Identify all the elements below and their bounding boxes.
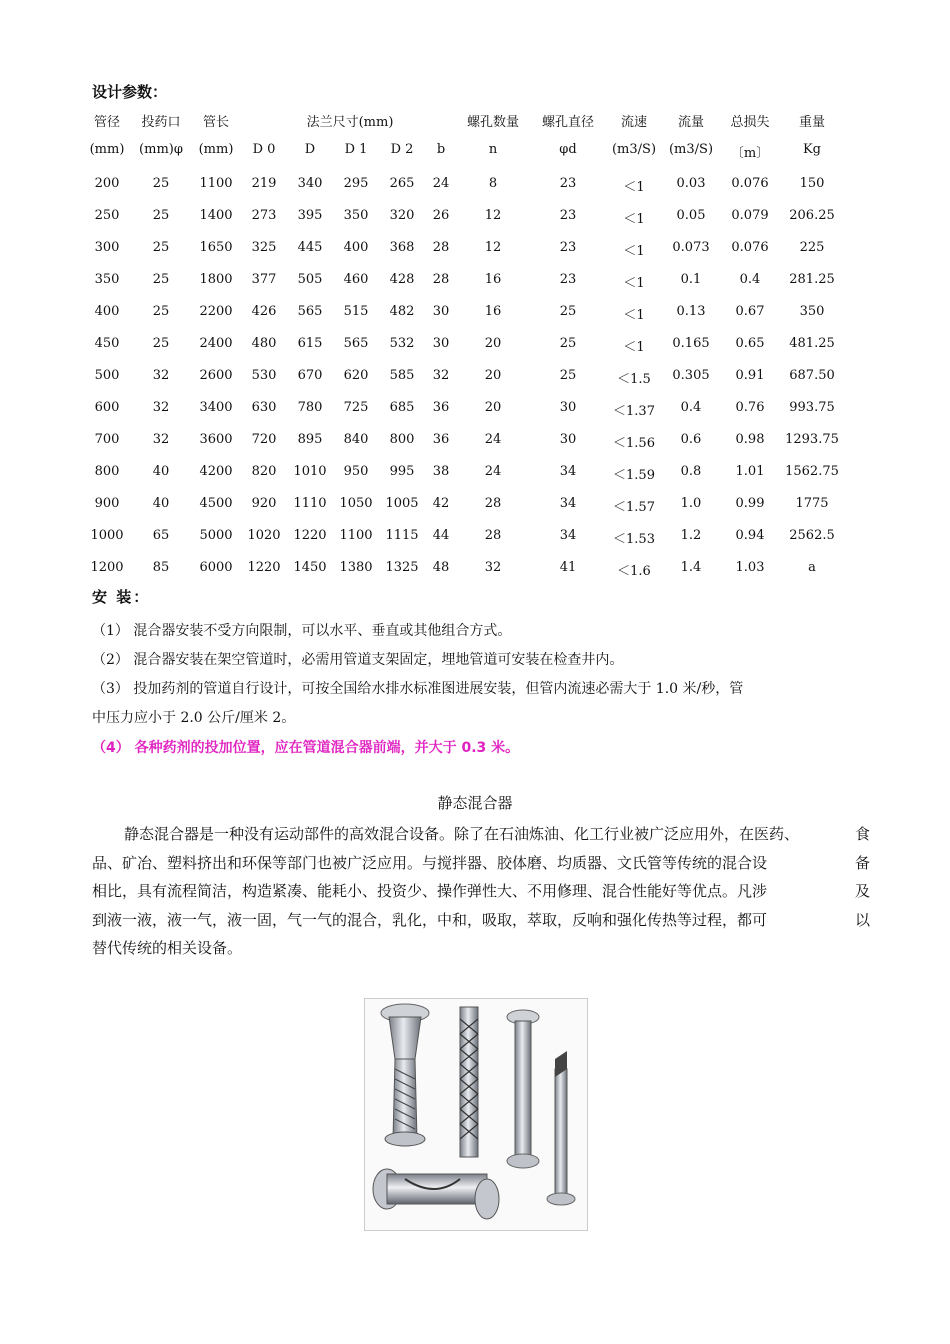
table-cell: 30 [432,336,450,351]
table-cell: 687.50 [789,368,835,383]
table-cell: 0.4 [739,272,761,287]
table-cell: 32 [152,368,170,383]
table-cell: 206.25 [789,208,835,223]
table-cell: 42 [432,496,450,511]
table-cell: 0.67 [735,304,765,319]
table-cell: ＜1.6 [617,564,651,579]
table-cell: 1100 [339,528,373,543]
table-cell: 4200 [199,464,233,479]
table-cell: 395 [297,208,323,223]
table-cell: 820 [251,464,277,479]
table-cell: 28 [484,528,502,543]
table-cell: 1000 [90,528,124,543]
table-header: 总损失 [730,115,770,130]
table-cell: 1800 [199,272,233,287]
table-cell: 12 [484,240,502,255]
table-cell: 1293.75 [785,432,839,447]
table-cell: 0.94 [735,528,765,543]
table-cell: 1020 [247,528,281,543]
table-cell: 780 [297,400,323,415]
table-cell: 1380 [339,560,373,575]
table-cell: 900 [94,496,120,511]
table-cell: 30 [559,432,577,447]
table-cell: 1400 [199,208,233,223]
table-cell: 0.4 [680,400,702,415]
table-cell: 600 [94,400,120,415]
table-cell: 150 [799,176,825,191]
table-cell: 0.76 [735,400,765,415]
table-cell: 445 [297,240,323,255]
table-cell: 24 [484,432,502,447]
table-cell: 428 [389,272,415,287]
table-cell: 25 [152,176,170,191]
table-subheader: D 2 [390,142,414,157]
table-cell: 34 [559,528,577,543]
table-cell: 30 [432,304,450,319]
table-cell: 460 [343,272,369,287]
table-cell: 36 [432,432,450,447]
table-cell: 26 [432,208,450,223]
table-cell: 30 [559,400,577,415]
table-cell: 685 [389,400,415,415]
static-mixer-illustration [365,999,587,1230]
table-subheader: (mm) [89,142,125,157]
table-cell: 0.13 [676,304,706,319]
para-line: 品、矿冶、塑料挤出和环保等部门也被广泛应用。与搅拌器、胶体磨、均质器、文氏管等传统的混合设 备 [92,853,870,872]
table-cell: 620 [343,368,369,383]
table-cell: 24 [432,176,450,191]
table-cell: 200 [94,176,120,191]
table-cell: 0.91 [735,368,765,383]
table-cell: 481.25 [789,336,835,351]
design-params-title: 设计参数： [92,83,168,101]
table-cell: 0.8 [680,464,702,479]
table-cell: 725 [343,400,369,415]
table-cell: 1200 [90,560,124,575]
table-cell: 630 [251,400,277,415]
section-paragraph [92,820,870,963]
table-cell: 1325 [385,560,419,575]
table-cell: 1110 [293,496,327,511]
table-cell: 25 [559,336,577,351]
table-cell: 995 [389,464,415,479]
para-line: 静态混合器是一种没有运动部件的高效混合设备。除了在石油炼油、化工行业被广泛应用外，在医药、 食 [124,825,870,843]
table-cell: 700 [94,432,120,447]
table-cell: 40 [152,464,170,479]
table-subheader: D 0 [252,142,276,157]
table-cell: 950 [343,464,369,479]
table-cell: 300 [94,240,120,255]
table-header: 投药口 [141,115,181,130]
table-subheader: (mm) [198,142,234,157]
table-cell: 2400 [199,336,233,351]
table-cell: 40 [152,496,170,511]
table-cell: ＜1.5 [617,372,651,387]
table-cell: 350 [799,304,825,319]
table-cell: 25 [152,240,170,255]
table-cell: 565 [297,304,323,319]
table-cell: 16 [484,272,502,287]
table-cell: 0.1 [680,272,702,287]
table-cell: 23 [559,240,577,255]
table-cell: 219 [251,176,277,191]
table-cell: 28 [432,240,450,255]
table-cell: 325 [251,240,277,255]
table-cell: 20 [484,400,502,415]
static-mixer-photo [364,998,588,1231]
table-cell: 38 [432,464,450,479]
table-subheader: (m3/S) [611,142,657,157]
table-cell: 1.2 [680,528,702,543]
table-cell: 2600 [199,368,233,383]
table-cell: 20 [484,336,502,351]
table-cell: 16 [484,304,502,319]
table-cell: 1.01 [735,464,765,479]
table-cell: ＜1.37 [613,404,655,419]
table-cell: ＜1.57 [613,500,655,515]
para-line: 替代传统的相关设备。 [92,939,243,957]
table-cell: 368 [389,240,415,255]
table-subheader: D [304,142,316,157]
table-cell: 48 [432,560,450,575]
table-subheader: Kg [802,142,822,157]
table-cell: 273 [251,208,277,223]
table-subheader: n [488,142,498,157]
table-cell: 28 [432,272,450,287]
table-cell: 25 [152,336,170,351]
table-cell: 25 [559,368,577,383]
table-cell: 426 [251,304,277,319]
table-cell: 25 [152,208,170,223]
table-cell: 450 [94,336,120,351]
table-cell: ＜1 [623,276,645,291]
table-cell: 895 [297,432,323,447]
table-cell: 1220 [247,560,281,575]
table-cell: 1005 [385,496,419,511]
table-cell: 36 [432,400,450,415]
install-item-1: （1） 混合器安装不受方向限制，可以水平、垂直或其他组合方式。 [92,623,512,639]
table-cell: 32 [484,560,502,575]
table-cell: ＜1.56 [613,436,655,451]
table-cell: 585 [389,368,415,383]
table-cell: 320 [389,208,415,223]
table-cell: 800 [389,432,415,447]
table-subheader: (mm)φ [139,142,183,157]
table-cell: 25 [559,304,577,319]
table-cell: ＜1.59 [613,468,655,483]
table-cell: 565 [343,336,369,351]
table-cell: 993.75 [789,400,835,415]
table-cell: ＜1 [623,212,645,227]
table-cell: 295 [343,176,369,191]
table-cell: 1650 [199,240,233,255]
install-item-4-highlight: （4） 各种药剂的投加位置，应在管道混合器前端，并大于 0.3 米。 [92,740,520,756]
table-cell: ＜1 [623,180,645,195]
table-cell: 1.03 [735,560,765,575]
table-cell: 505 [297,272,323,287]
table-cell: 225 [799,240,825,255]
table-cell: 0.6 [680,432,702,447]
para-line: 相比，具有流程简洁，构造紧凑、能耗小、投资少、操作弹性大、不用修理、混合性能好等优点。凡涉 及 [92,882,870,900]
table-cell: 41 [559,560,577,575]
table-cell: 0.03 [676,176,706,191]
para-line: 到液一液，液一气，液一固，气一气的混合，乳化，中和，吸取，萃取，反响和强化传热等过程，都可 以 [92,910,870,929]
table-cell: ＜1 [623,244,645,259]
table-header: 流量 [677,115,704,130]
table-cell: 3400 [199,400,233,415]
table-cell: 34 [559,464,577,479]
table-cell: 6000 [199,560,233,575]
table-cell: 340 [297,176,323,191]
install-item-2: （2） 混合器安装在架空管道时，必需用管道支架固定，埋地管道可安装在检查井内。 [92,652,624,668]
table-cell: 1.4 [680,560,702,575]
table-cell: 32 [152,400,170,415]
table-cell: 1220 [293,528,327,543]
table-cell: 32 [432,368,450,383]
install-item-3: （3） 投加药剂的管道自行设计，可按全国给水排水标准图进展安装，但管内流速必需大于 1.0 米/秒，管 [92,681,744,697]
table-cell: 250 [94,208,120,223]
table-cell: 23 [559,272,577,287]
table-header-flange: 法兰尺寸(mm) [306,115,394,130]
table-cell: 23 [559,208,577,223]
table-cell: 920 [251,496,277,511]
table-cell: 8 [488,176,498,191]
table-cell: 1050 [339,496,373,511]
table-cell: 0.98 [735,432,765,447]
table-cell: 281.25 [789,272,835,287]
table-cell: 3600 [199,432,233,447]
table-subheader: φd [559,142,577,157]
table-cell: ＜1 [623,340,645,355]
table-cell: 515 [343,304,369,319]
table-cell: 65 [152,528,170,543]
table-cell: 1775 [795,496,829,511]
table-cell: 480 [251,336,277,351]
table-header: 管长 [202,115,229,130]
table-header: 重量 [798,115,825,130]
table-cell: 1100 [199,176,233,191]
table-cell: 400 [343,240,369,255]
table-cell: 0.073 [672,240,710,255]
table-cell: 20 [484,368,502,383]
table-cell: 670 [297,368,323,383]
table-cell: 482 [389,304,415,319]
table-cell: 25 [152,304,170,319]
table-cell: 32 [152,432,170,447]
table-header: 螺孔数量 [466,115,519,130]
table-header: 管径 [93,115,120,130]
table-cell: 615 [297,336,323,351]
table-cell: 265 [389,176,415,191]
section-title: 静态混合器 [437,794,513,812]
table-cell: 0.165 [672,336,710,351]
table-cell: 5000 [199,528,233,543]
table-cell: 0.99 [735,496,765,511]
table-cell: 1562.75 [785,464,839,479]
table-cell: 2200 [199,304,233,319]
table-cell: 34 [559,496,577,511]
table-cell: 24 [484,464,502,479]
install-item-3-cont: 中压力应小于 2.0 公斤/厘米 2。 [92,710,296,726]
table-subheader: 〔m〕 [730,146,770,161]
table-cell: 840 [343,432,369,447]
table-subheader: b [436,142,446,157]
table-cell: 12 [484,208,502,223]
table-cell: ＜1.53 [613,532,655,547]
table-cell: 0.65 [735,336,765,351]
table-header: 流速 [620,115,647,130]
table-cell: 720 [251,432,277,447]
table-cell: 532 [389,336,415,351]
install-title: 安 装： [92,588,151,606]
table-cell: 530 [251,368,277,383]
table-cell: ＜1 [623,308,645,323]
table-cell: 85 [152,560,170,575]
table-cell: 1115 [385,528,419,543]
table-cell: 2562.5 [789,528,835,543]
table-cell: 350 [343,208,369,223]
table-cell: 23 [559,176,577,191]
table-cell: 1450 [293,560,327,575]
table-cell: 0.079 [731,208,769,223]
table-cell: 28 [484,496,502,511]
table-cell: 44 [432,528,450,543]
table-cell: 0.305 [672,368,710,383]
table-cell: 4500 [199,496,233,511]
table-subheader: D 1 [344,142,368,157]
table-cell: 1.0 [680,496,702,511]
table-header: 螺孔直径 [541,115,594,130]
table-cell: 377 [251,272,277,287]
table-cell: 350 [94,272,120,287]
table-cell: 0.076 [731,240,769,255]
table-cell: 1010 [293,464,327,479]
table-subheader: (m3/S) [668,142,714,157]
table-cell: 25 [152,272,170,287]
table-cell: 800 [94,464,120,479]
table-cell: a [808,560,816,575]
table-cell: 0.076 [731,176,769,191]
table-cell: 0.05 [676,208,706,223]
table-cell: 500 [94,368,120,383]
table-cell: 400 [94,304,120,319]
